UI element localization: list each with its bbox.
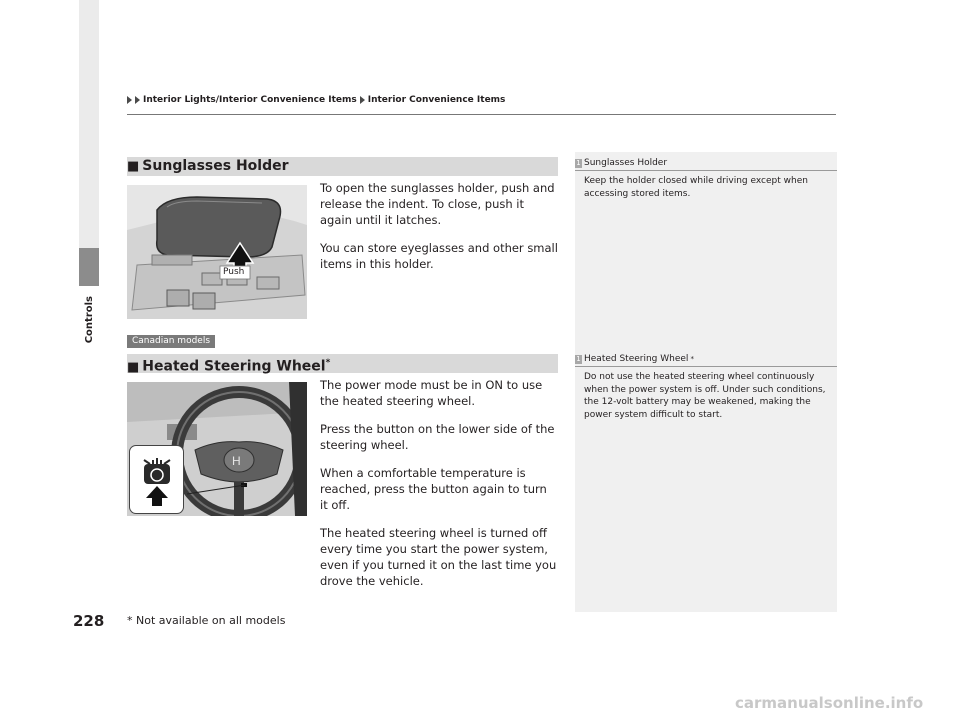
side-tab-label: Controls	[84, 296, 95, 344]
breadcrumb-arrow-icon	[127, 96, 132, 104]
overhead-console-illustration	[127, 185, 307, 319]
breadcrumb-link-interior-lights[interactable]: Interior Lights/Interior Convenience Items	[143, 95, 357, 105]
paragraph: Press the button on the lower side of the steering wheel.	[320, 422, 555, 452]
paragraph: The power mode must be in ON to use the heated steering wheel.	[320, 378, 543, 408]
square-bullet-icon: ■	[127, 159, 140, 174]
page-number: 228	[73, 612, 105, 630]
canadian-models-badge: Canadian models	[127, 335, 215, 348]
header-divider	[127, 114, 836, 115]
note-title-heated-wheel: 1 Heated Steering Wheel *	[576, 354, 694, 364]
breadcrumb-current: Interior Convenience Items	[367, 95, 506, 105]
figure-push-label: Push	[223, 267, 245, 277]
heated-steering-wheel-figure	[127, 382, 307, 516]
heated-wheel-button-icon	[130, 446, 183, 513]
note-title-sunglasses: 1 Sunglasses Holder	[576, 158, 668, 168]
square-bullet-icon: ■	[127, 359, 140, 375]
breadcrumb	[127, 95, 505, 105]
paragraph: You can store eyeglasses and other small items in this holder.	[320, 241, 558, 271]
sunglasses-body	[320, 180, 558, 284]
paragraph: The heated steering wheel is turned off every time you start the power system, even if you turned it on the last time you drove the vehicle.	[320, 526, 557, 588]
svg-text:H: H	[232, 454, 241, 468]
breadcrumb-arrow-icon	[360, 96, 365, 104]
section-heading-heated-wheel: ■ Heated Steering Wheel*	[127, 354, 558, 373]
notes-panel	[575, 152, 837, 612]
note-divider	[575, 170, 837, 171]
section-heading-sunglasses: ■ Sunglasses Holder	[127, 157, 558, 176]
heated-button-callout	[129, 445, 184, 514]
sunglasses-holder-figure	[127, 185, 307, 319]
breadcrumb-arrow-icon	[135, 96, 140, 104]
footnote: * Not available on all models	[127, 614, 286, 627]
note-text-sunglasses: Keep the holder closed while driving except when accessing stored items.	[584, 176, 808, 199]
note-text-heated-wheel: Do not use the heated steering wheel continuously when the power system is off. Under such conditions, the 12-volt battery may be weakened, making the power system difficult to start.	[584, 372, 826, 420]
heated-wheel-body	[320, 377, 558, 601]
paragraph: To open the sunglasses holder, push and release the indent. To close, push it again until it latches.	[320, 181, 555, 227]
side-tab-marker	[79, 248, 99, 286]
watermark: carmanualsonline.info	[735, 694, 924, 712]
side-tab-strip	[79, 0, 99, 248]
paragraph: When a comfortable temperature is reached, press the button again to turn it off.	[320, 466, 547, 512]
note-divider	[575, 366, 837, 367]
